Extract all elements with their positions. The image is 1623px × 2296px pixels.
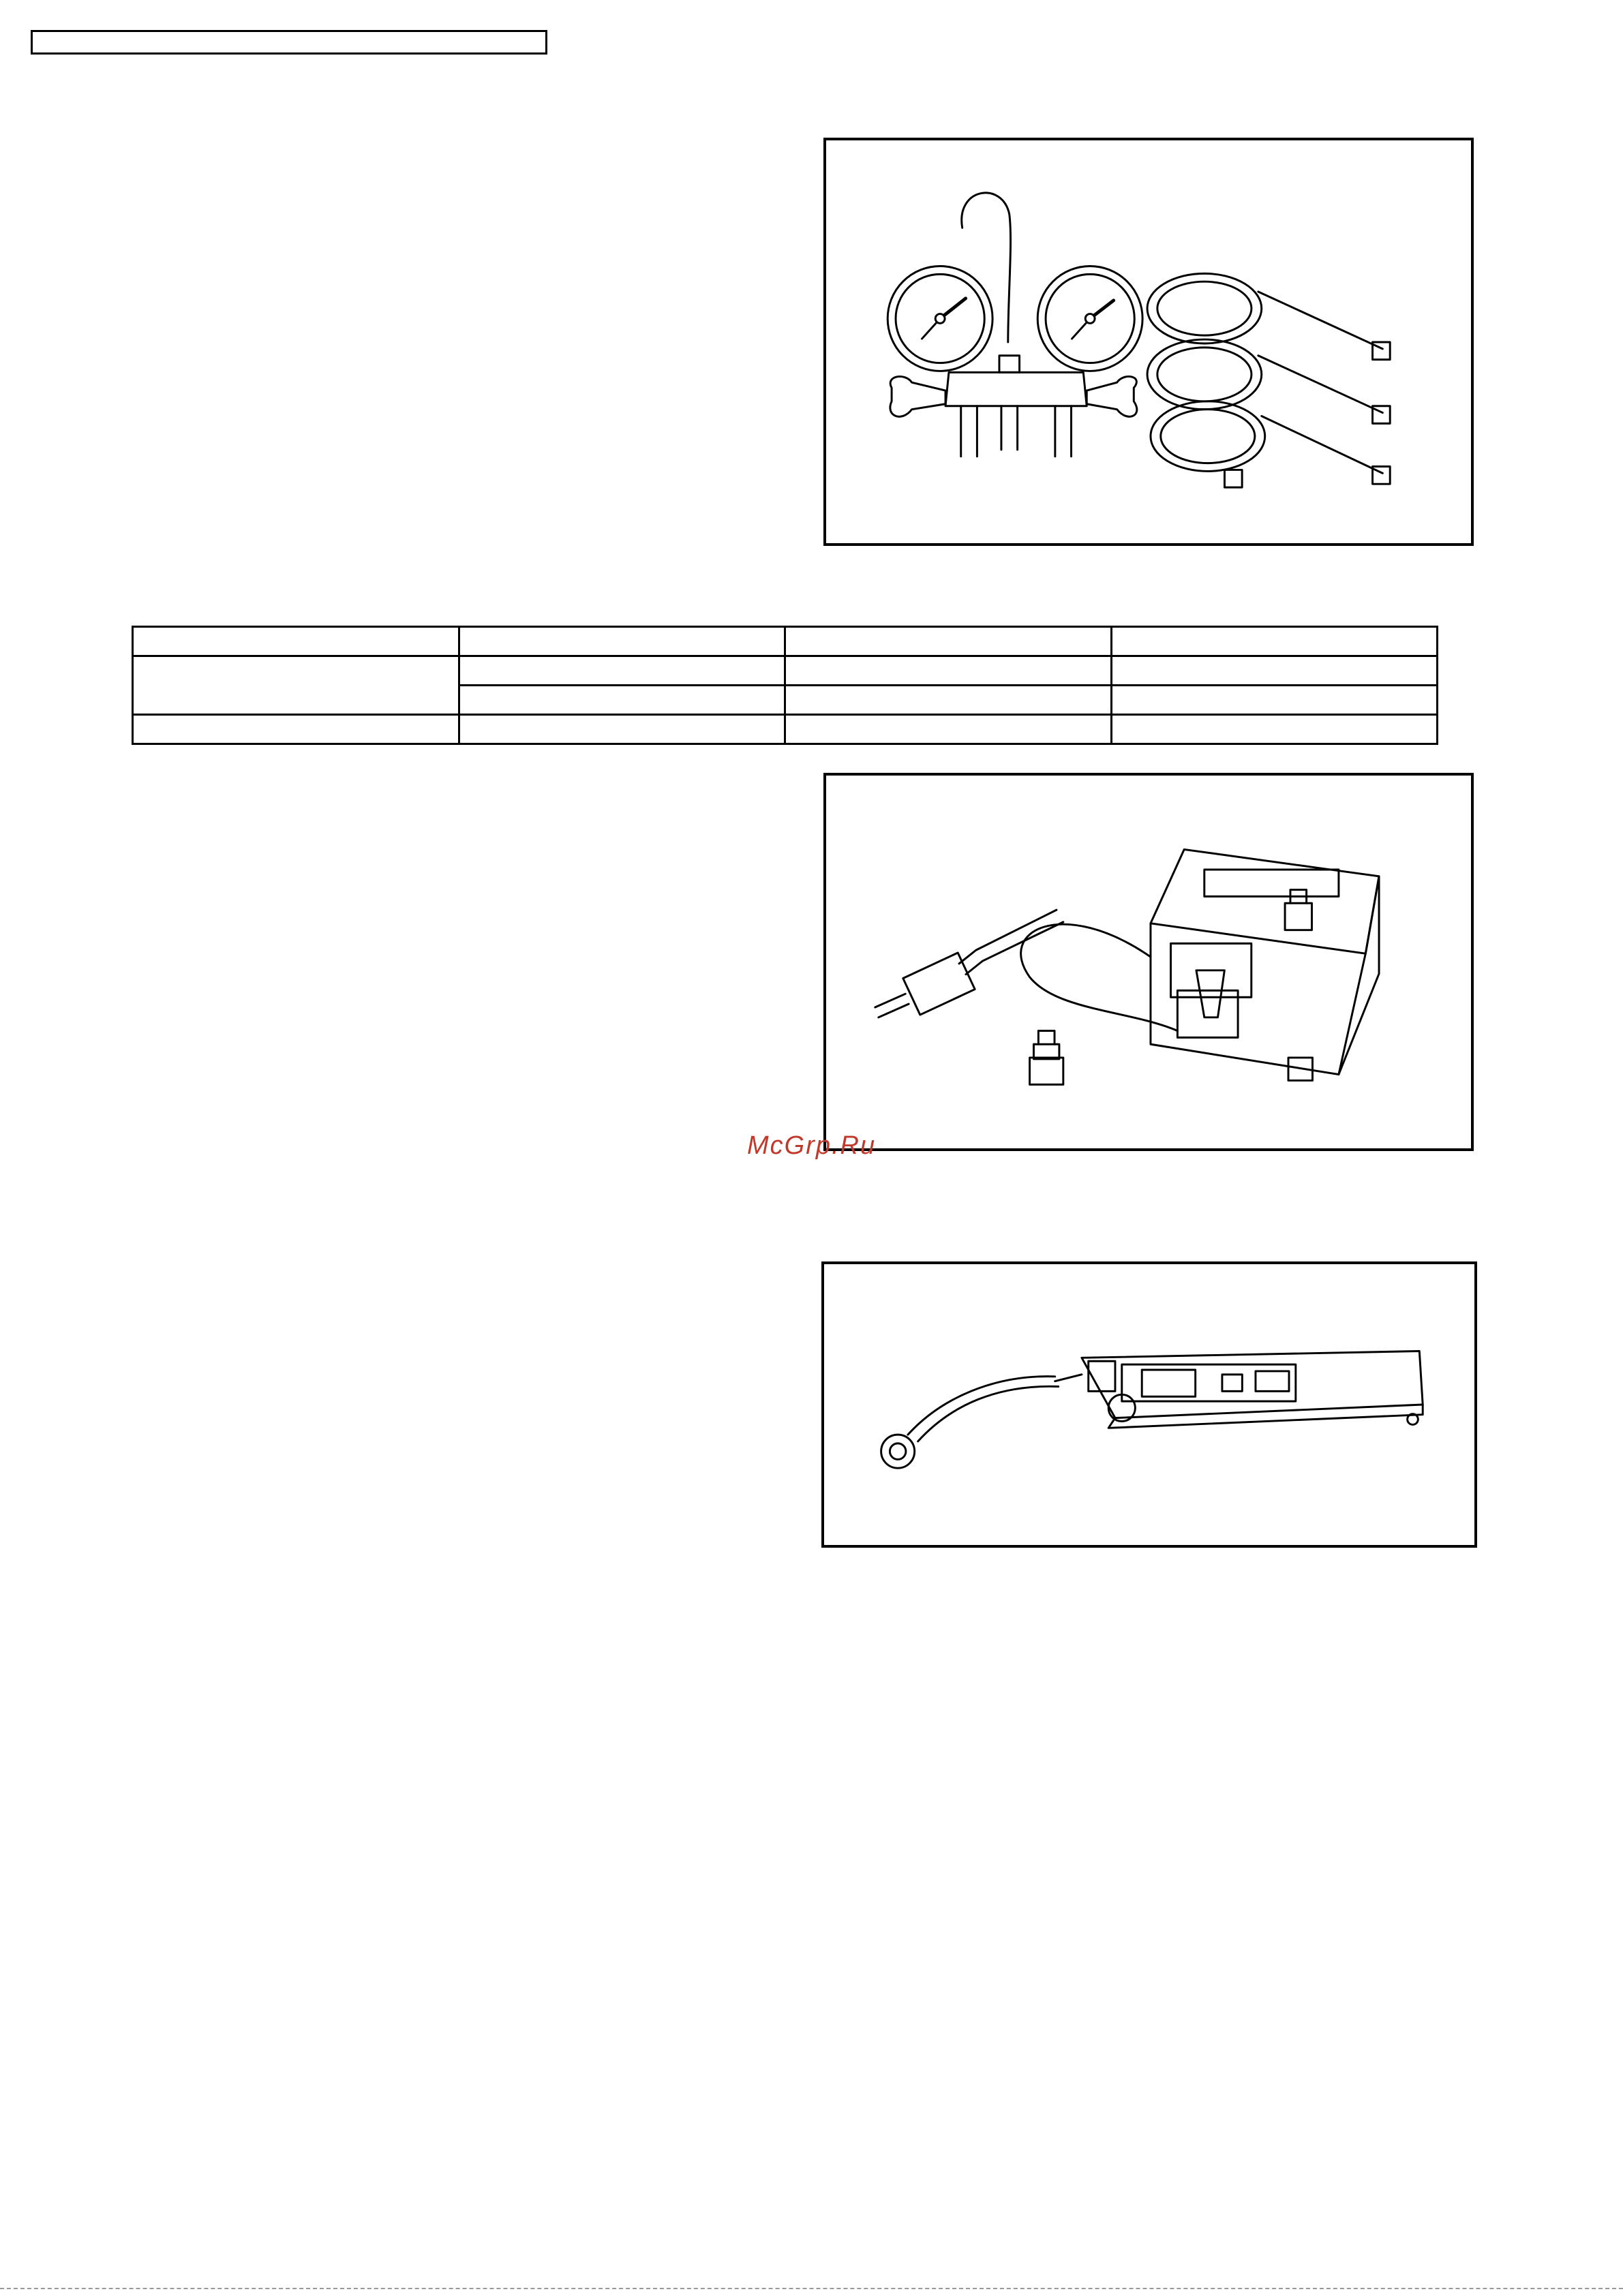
table-row — [133, 627, 1438, 656]
watermark-text: McGrp.Ru — [747, 1131, 877, 1160]
table-cell — [133, 656, 459, 715]
table-cell — [1111, 656, 1438, 686]
table-cell — [785, 656, 1112, 686]
table-row — [133, 656, 1438, 686]
gauge-manifold-icon — [826, 140, 1471, 543]
table-cell — [459, 715, 785, 744]
page-footer-rule — [0, 2288, 1623, 2289]
table-cell — [1111, 686, 1438, 715]
table-cell — [785, 686, 1112, 715]
table-cell — [459, 686, 785, 715]
electronic-leak-detector-icon — [824, 1264, 1474, 1545]
leak-detector-figure — [821, 1261, 1477, 1548]
table-cell — [1111, 627, 1438, 656]
table-cell — [459, 627, 785, 656]
table-row — [133, 715, 1438, 744]
table-cell — [133, 715, 459, 744]
section-header-box — [31, 30, 547, 55]
gauge-manifold-figure — [823, 138, 1474, 546]
table-cell — [785, 715, 1112, 744]
vacuum-pump-adaptor-figure — [823, 773, 1474, 1151]
table-cell — [133, 627, 459, 656]
spec-table — [132, 626, 1438, 745]
vacuum-pump-adaptor-icon — [826, 776, 1471, 1148]
table-cell — [459, 656, 785, 686]
table-cell — [785, 627, 1112, 656]
table-cell — [1111, 715, 1438, 744]
